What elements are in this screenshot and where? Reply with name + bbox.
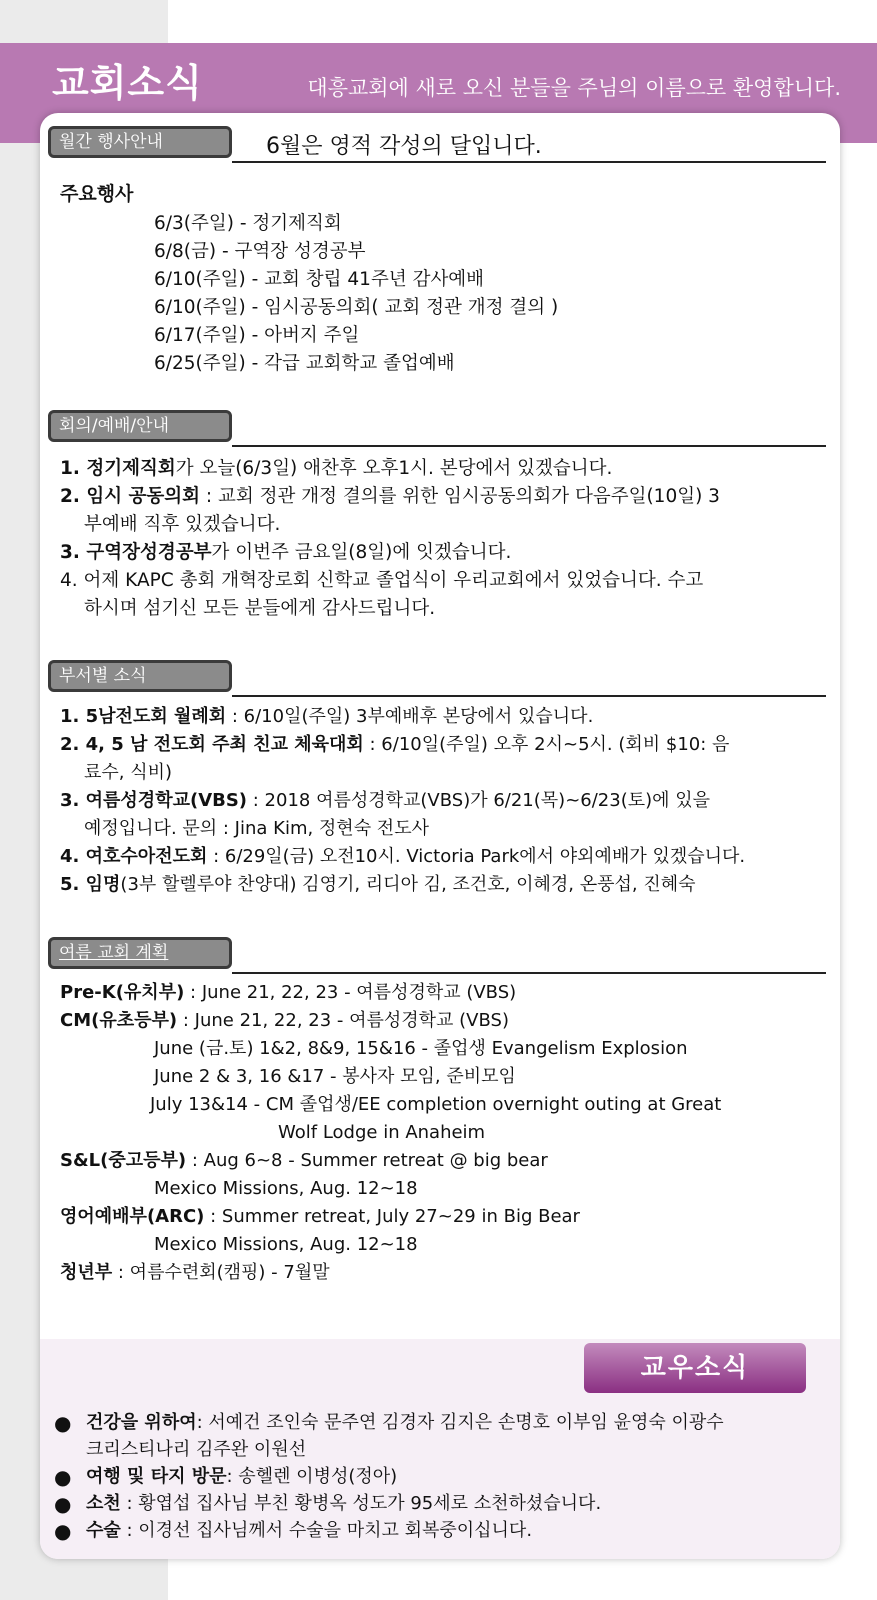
list-item-continuation: 크리스티나리 김주완 이원선	[86, 1439, 307, 1460]
list-item: 3. 구역장성경공부가 이번주 금요일(8일)에 잇겠습니다.	[60, 542, 512, 563]
plan-row: CM(유초등부) : June 21, 22, 23 - 여름성경학교 (VBS)	[60, 1010, 509, 1031]
member-news-list	[52, 1409, 724, 1544]
list-item: 6/17(주일) - 아버지 주일	[154, 325, 360, 346]
welcome-message: 대흥교회에 새로 오신 분들을 주님의 이름으로 환영합니다.	[307, 76, 841, 100]
list-item-continuation: 료수, 식비)	[84, 762, 173, 783]
section-tab-dept: 부서별 소식	[48, 660, 232, 692]
section-tab-summer: 여름 교회 계획	[48, 937, 232, 969]
meeting-list	[60, 455, 720, 623]
section-divider	[232, 161, 826, 163]
page-title: 교회소식	[52, 61, 203, 105]
dept-list	[60, 703, 745, 899]
section-divider	[232, 972, 826, 974]
plan-row: June (금.토) 1&2, 8&9, 15&16 - 졸업생 Evangelism Explosion	[154, 1038, 688, 1059]
list-item: 4. 여호수아전도회 : 6/29일(금) 오전10시. Victoria Park에서 야외예배가 있겠습니다.	[60, 846, 746, 867]
bullet-icon: ●	[54, 1492, 72, 1516]
plan-row: 영어예배부(ARC) : Summer retreat, July 27~29 in Big Bear	[60, 1206, 580, 1227]
monthly-events	[60, 180, 558, 378]
list-item: 5. 임명(3부 할렐루야 찬양대) 김영기, 리디아 김, 조건호, 이혜경, 온풍섭, 진혜숙	[60, 874, 696, 895]
list-item: 6/25(주일) - 각급 교회학교 졸업예배	[154, 353, 455, 374]
list-item-continuation: 예정입니다. 문의 : Jina Kim, 정현숙 전도사	[84, 818, 429, 839]
list-item: 2. 임시 공동의회 : 교회 정관 개정 결의를 위한 임시공동의회가 다음주일(10일) 3	[60, 486, 720, 507]
list-item: ● 소천 : 황엽섭 집사님 부친 황병옥 성도가 95세로 소천하셨습니다.	[54, 1492, 602, 1516]
list-item-continuation: 하시며 섬기신 모든 분들에게 감사드립니다.	[84, 598, 436, 619]
plan-row: Wolf Lodge in Anaheim	[278, 1122, 486, 1143]
list-item: 6/10(주일) - 교회 창립 41주년 감사예배	[154, 269, 485, 290]
list-item: 1. 5남전도회 월례회 : 6/10일(주일) 3부예배후 본당에서 있습니다.	[60, 706, 594, 727]
bullet-icon: ●	[54, 1465, 72, 1489]
list-item: 6/3(주일) - 정기제직회	[154, 213, 342, 234]
monthly-headline: 6월은 영적 각성의 달입니다.	[266, 134, 542, 159]
list-item: ● 건강을 위하여: 서예건 조인숙 문주연 김경자 김지은 손명호 이부임 윤영숙 이광수	[54, 1411, 724, 1435]
plan-row: Mexico Missions, Aug. 12~18	[154, 1234, 418, 1255]
news-card	[40, 113, 840, 1559]
section-divider	[232, 445, 826, 447]
list-item: 4. 어제 KAPC 총회 개혁장로회 신학교 졸업식이 우리교회에서 있었습니다. 수고	[60, 570, 704, 591]
section-divider	[232, 695, 826, 697]
list-item: 2. 4, 5 남 전도회 주최 친교 체육대회 : 6/10일(주일) 오후 2시~5시. (회비 $10: 음	[60, 734, 730, 755]
member-news-panel	[40, 1339, 840, 1559]
plan-row: Mexico Missions, Aug. 12~18	[154, 1178, 418, 1199]
section-tab-meeting: 회의/예배/안내	[48, 410, 232, 442]
plan-row: July 13&14 - CM 졸업생/EE completion overnight outing at Great	[150, 1094, 722, 1115]
list-item: ● 여행 및 타지 방문: 송헬렌 이병성(정아)	[54, 1465, 398, 1489]
plan-row: Pre-K(유치부) : June 21, 22, 23 - 여름성경학교 (VBS)	[60, 982, 517, 1003]
bullet-icon: ●	[54, 1411, 72, 1435]
bullet-icon: ●	[54, 1519, 72, 1543]
list-item: ● 수술 : 이경선 집사님께서 수술을 마치고 회복중이십니다.	[54, 1519, 533, 1543]
list-item: 3. 여름성경학교(VBS) : 2018 여름성경학교(VBS)가 6/21(목)~6/23(토)에 있을	[60, 790, 711, 811]
plan-row: S&L(중고등부) : Aug 6~8 - Summer retreat @ big bear	[60, 1150, 548, 1171]
section-tab-monthly: 월간 행사안내	[48, 126, 232, 158]
member-news-tab: 교우소식	[584, 1343, 806, 1393]
plan-row: 청년부 : 여름수련회(캠핑) - 7월말	[60, 1262, 330, 1283]
list-item: 6/10(주일) - 임시공동의회( 교회 정관 개정 결의 )	[154, 297, 559, 318]
plan-row: June 2 & 3, 16 &17 - 봉사자 모임, 준비모임	[154, 1066, 516, 1087]
list-item: 1. 정기제직회가 오늘(6/3일) 애찬후 오후1시. 본당에서 있겠습니다.	[60, 458, 613, 479]
events-title: 주요행사	[60, 183, 134, 205]
list-item: 6/8(금) - 구역장 성경공부	[154, 241, 366, 262]
summer-plans	[60, 979, 721, 1287]
list-item-continuation: 부예배 직후 있겠습니다.	[84, 514, 281, 535]
